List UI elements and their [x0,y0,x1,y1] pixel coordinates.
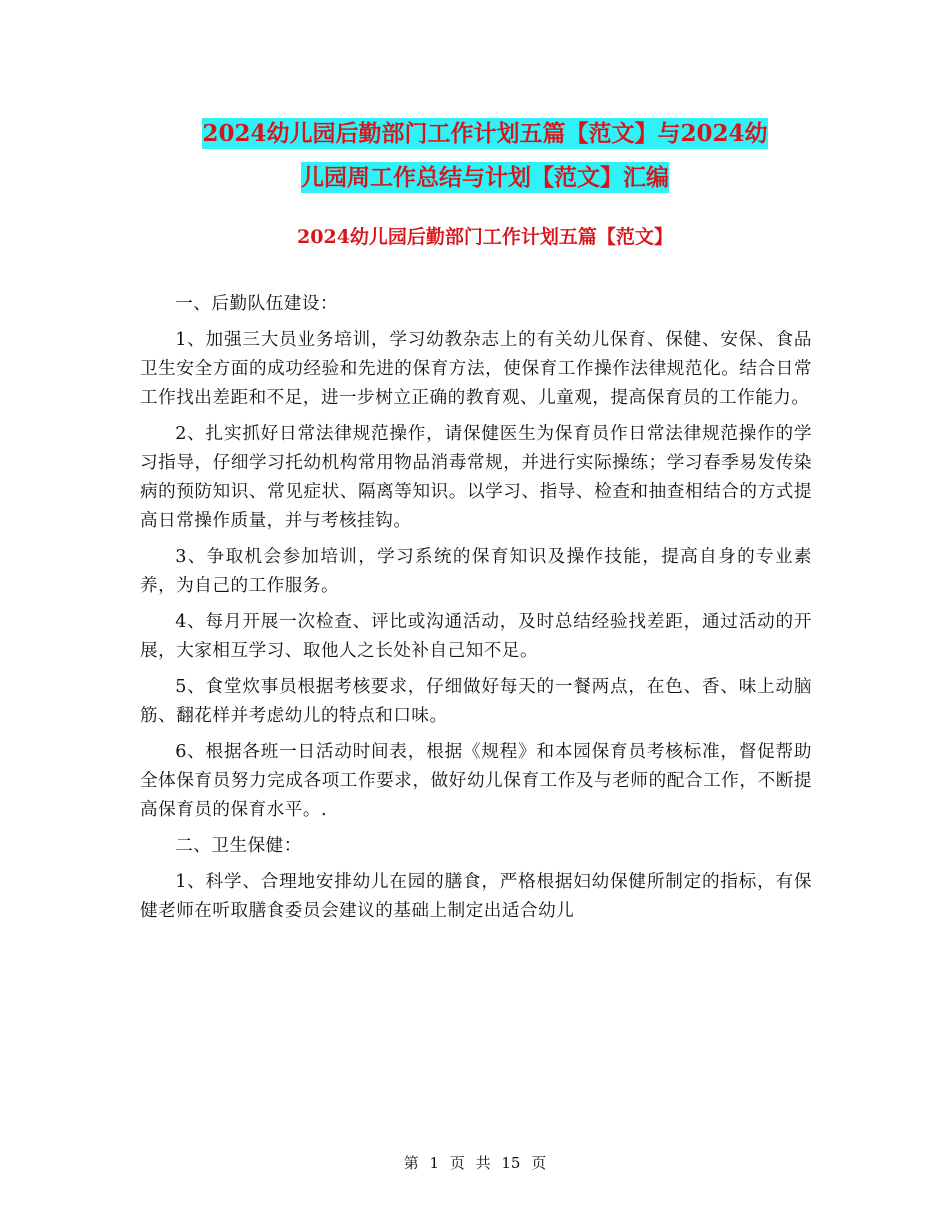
paragraph-2: 2、扎实抓好日常法律规范操作，请保健医生为保育员作日常法律规范操作的学习指导，仔细学习托幼机构常用物品消毒常规，并进行实际操练；学习春季易发传染病的预防知识、常见症状、隔离等知识。以学习、指导、检查和抽查相结合的方式提高日常操作质量，并与考核挂钩。 [140,424,812,531]
document-title-line-1: 2024幼儿园后勤部门工作计划五篇【范文】与2024幼 [202,120,768,147]
heading-health-care: 二、卫生保健： [175,836,302,856]
paragraph-1: 1、加强三大员业务培训，学习幼教杂志上的有关幼儿保育、保健、安保、食品卫生安全方面的成功经验和先进的保育方法，使保育工作操作法律规范化。结合日常工作找出差距和不足，进一步树立正确的教育观、儿童观，提高保育员的工作能力。 [140,330,812,408]
paragraph-3: 3、争取机会参加培训，学习系统的保育知识及操作技能，提高自身的专业素养，为自己的工作服务。 [140,547,812,596]
page-footer: 第 1 页 共 15 页 [403,1154,547,1172]
paragraph-4: 4、每月开展一次检查、评比或沟通活动，及时总结经验找差距，通过活动的开展，大家相互学习、取他人之长处补自己知不足。 [140,612,812,661]
document-title [140,112,830,200]
paragraph-7: 1、科学、合理地安排幼儿在园的膳食，严格根据妇幼保健所制定的指标，有保健老师在听取膳食委员会建议的基础上制定出适合幼儿 [140,872,812,921]
paragraph-6: 6、根据各班一日活动时间表，根据《规程》和本园保育员考核标准，督促帮助全体保育员努力完成各项工作要求，做好幼儿保育工作及与老师的配合工作，不断提高保育员的保育水平。. [140,742,812,820]
document-body [140,290,812,933]
paragraph-5: 5、食堂炊事员根据考核要求，仔细做好每天的一餐两点，在色、香、味上动脑筋、翻花样并考虑幼儿的特点和口味。 [140,677,812,726]
document-title-line-2: 儿园周工作总结与计划【范文】汇编 [301,164,669,191]
section-title: 2024幼儿园后勤部门工作计划五篇【范文】 [297,226,673,248]
heading-logistics-team: 一、后勤队伍建设： [175,294,339,314]
